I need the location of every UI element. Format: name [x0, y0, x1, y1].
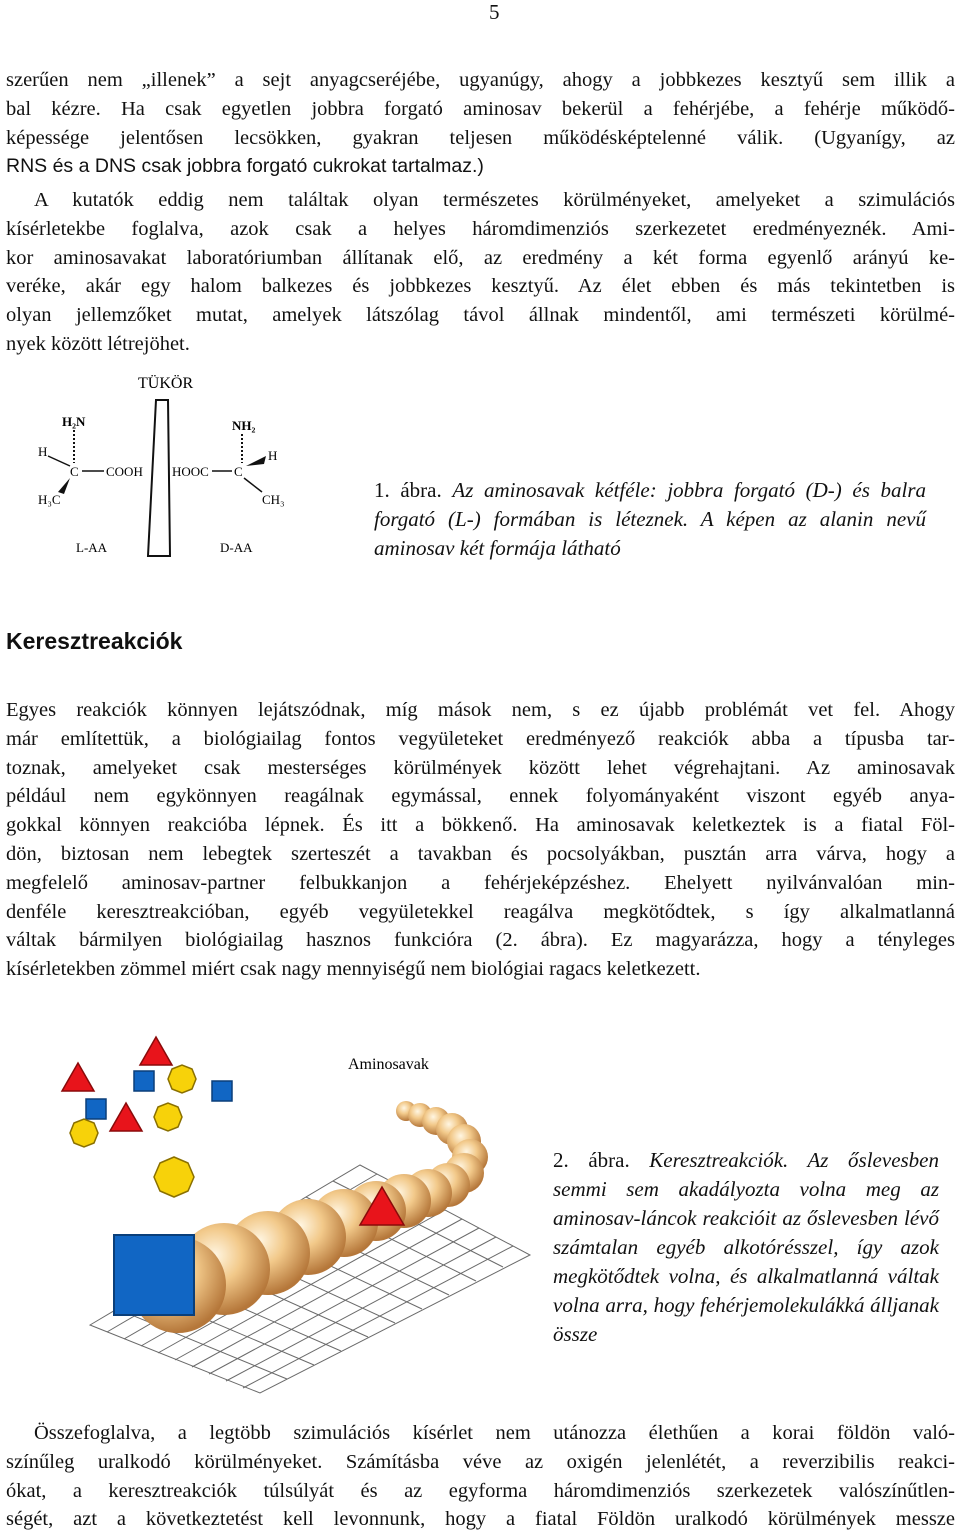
right-carbon-label: C [234, 464, 243, 479]
text-line: nyek között létrejöhet. [6, 332, 190, 355]
text-line: kor aminosavakat laboratóriumban állítanak elő, az eredmény a két forma egyenlő arányú ke- [6, 246, 955, 269]
left-carbon-label: C [70, 464, 79, 479]
text-line: A kutatók eddig nem találtak olyan természetes körülményeket, amelyeket a szimulációs [34, 189, 955, 211]
red-triangle [140, 1037, 172, 1065]
red-triangle [62, 1063, 94, 1091]
text-line: megfelelő aminosav-partner felbukkanjon a fehérjeképzéshez. Ehelyett nyilvánvalóan min- [6, 871, 955, 894]
left-molecule-name: L-AA [76, 540, 108, 555]
page-number: 5 [489, 0, 500, 24]
yellow-octagon [154, 1157, 194, 1197]
right-amino-label: NH₂ [232, 418, 256, 433]
text-line: szerűen nem „illenek” a sejt anyagcseréjébe, ugyanúgy, ahogy a jobbkezes kesztyű sem illik a [6, 69, 955, 91]
section-heading: Keresztreakciók [6, 628, 183, 654]
figure-1-caption-label: 1. ábra. [374, 478, 442, 502]
blue-square-attached [114, 1235, 194, 1315]
left-h-label: H [38, 444, 48, 459]
text-line: színűleg uralkodó körülményeket. Számításba véve az oxigén jelenlétét, a reverzibilis reakci- [6, 1450, 955, 1473]
paragraph-4 [6, 1419, 955, 1534]
text-line: kísérletekben zömmel miért csak nagy mennyiségű nem biológiai ragacs keletkezett. [6, 958, 701, 981]
left-amino-label: H₂N [62, 414, 86, 429]
red-triangle [110, 1103, 142, 1131]
text-line: képessége jelentősen lecsökken, gyakran teljesen működésképtelenné válik. (Ugyanígy, az [6, 126, 955, 149]
yellow-octagon [154, 1103, 182, 1131]
text-line: váltak bármilyen biológiailag hasznos funkcióra (2. ábra). Ez magyarázza, hogy a tényleges [6, 929, 955, 952]
text-line: RNS és a DNS csak jobbra forgató cukrokat tartalmaz.) [6, 155, 484, 178]
right-methyl-label: CH₃ [262, 492, 285, 507]
text-line: ókat, a keresztreakciók túlsúlyát és az egyforma háromdimenziós szerkezetek valószínűtlen- [6, 1479, 955, 1502]
text-line: már említettük, a biológiailag fontos vegyületeket eredményező reakciók abba a típusba tar- [6, 727, 955, 750]
text-line: dön, biztosan nem lebegtek szerteszét a tavakban és pocsolyákban, pusztán arra várva, hogy a [6, 842, 955, 865]
blue-square [212, 1081, 232, 1101]
left-methyl-label: H₃C [38, 492, 61, 507]
figure-2-caption-label: 2. ábra. [553, 1148, 630, 1172]
text-line: olyan jellemzőket mutat, amelyek látszólag távol állnak mindentől, ami természeti körülmé- [6, 304, 955, 327]
left-carboxyl-label: COOH [106, 464, 143, 479]
text-line: Összefoglalva, a legtöbb szimulációs kísérlet nem utánozza élethűen a korai földön való- [34, 1422, 955, 1444]
text-line: toznak, amelyeket csak mesterséges körülmények között lehet végrehajtani. Az aminosavak [6, 756, 955, 779]
right-h-label: H [268, 448, 278, 463]
text-line: Egyes reakciók könnyen lejátszódnak, míg mások nem, s ez újabb problémát vet fel. Ahogy [6, 699, 955, 721]
text-line: veréke, akár egy halom balkezes és jobbkezes kesztyű. Az élet ebben és más tekintetben is [6, 275, 955, 298]
paragraph-1 [6, 66, 955, 181]
right-molecule-name: D-AA [220, 540, 253, 555]
amino-acids-label: Aminosavak [348, 1056, 429, 1073]
text-line: kísérletekbe foglalva, azok csak a helyes háromdimenziós szerkezetet eredményeznék. Ami- [6, 217, 955, 240]
figure-1-caption-text: Az aminosavak kétféle: jobbra forgató (D-) és balra forgató (L-) formában is léteznek. A képen az alanin nevű aminosav két formája látható [374, 478, 927, 560]
paragraph-3 [6, 696, 955, 984]
text-line: bal kézre. Ha csak egyetlen jobbra forgató aminosav bekerül a fehérjébe, a fehérje működő- [6, 97, 955, 120]
blue-square [86, 1099, 106, 1119]
text-line: gokkal könnyen reakcióba lépnek. És itt a bökkenő. Ha aminosavak keletkeztek is a fiatal Föl- [6, 814, 955, 837]
right-carboxyl-label: HOOC [172, 464, 209, 479]
yellow-octagon [168, 1065, 196, 1093]
text-line: például nem egykönnyen reagálnak egymással, ennek folyományaként viszont egyéb anya- [6, 785, 955, 808]
text-line: denféle keresztreakcióban, egyéb vegyületekkel reagálva megkötődtek, s így alkalmatlanná [6, 900, 955, 923]
text-line: ségét, azt a következtetést kell levonnunk, hogy a fiatal Földön uralkodó körülmények messze [6, 1508, 955, 1531]
yellow-octagon [70, 1119, 98, 1147]
alanine-chirality-diagram [30, 368, 340, 568]
figure-2-caption [553, 1146, 939, 1349]
cross-reaction-illustration [60, 1025, 540, 1395]
blue-square [134, 1071, 154, 1091]
figure-1-caption [374, 476, 926, 563]
mirror-label: TÜKÖR [138, 375, 194, 392]
paragraph-2 [6, 186, 955, 359]
mirror-shape [148, 400, 170, 556]
figure-2-caption-text: Keresztreakciók. Az őslevesben semmi sem akadályozta volna meg az aminosav-láncok reakcióit az őslevesben lévő számtalan egyéb alkotórésszel, így azok megkötődtek volna, és alkalmatlanná váltak volna arra, hogy fehérjemolekulákká álljanak össze [553, 1148, 940, 1346]
